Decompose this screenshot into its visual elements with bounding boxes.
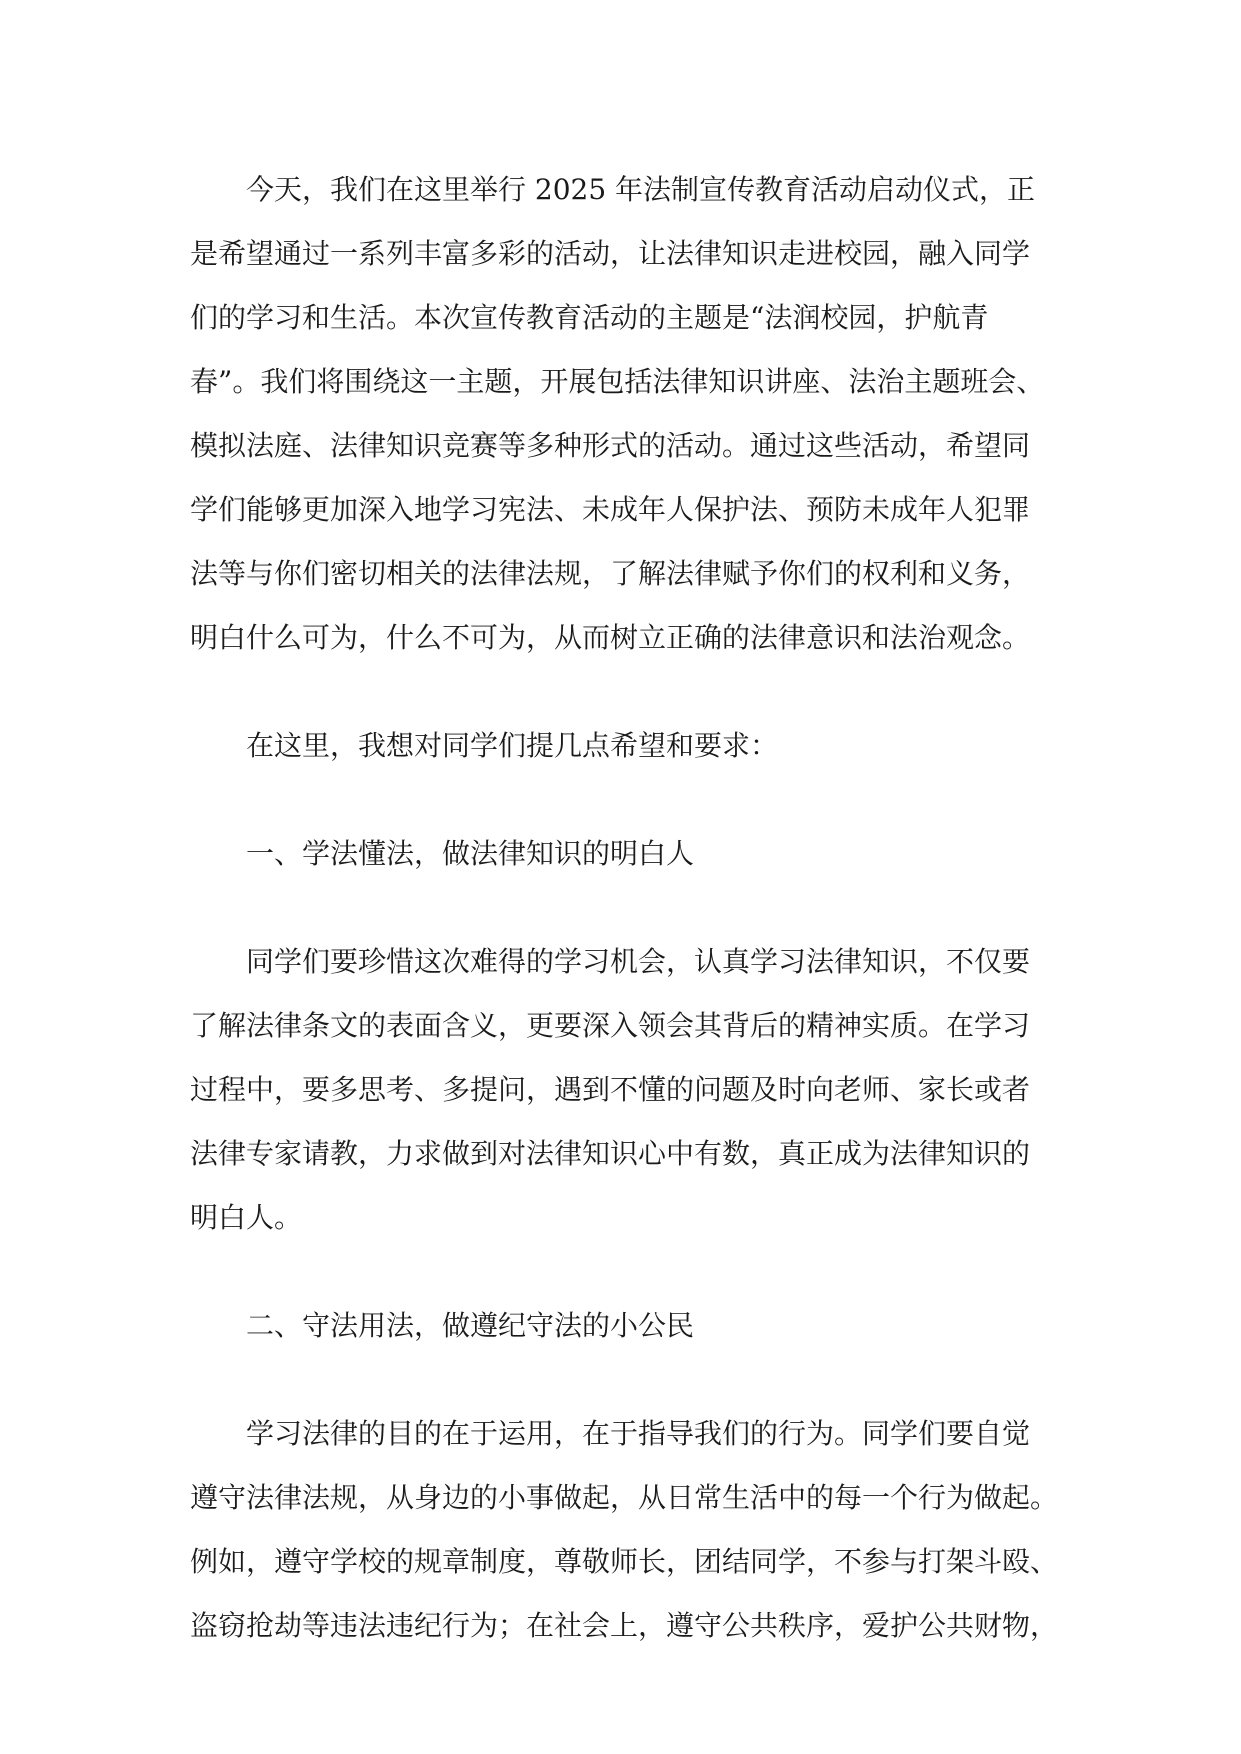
text-line: 法等与你们密切相关的法律法规，了解法律赋予你们的权利和义务，: [190, 557, 1031, 590]
text-line: 明白什么可为，什么不可为，从而树立正确的法律意识和法治观念。: [190, 621, 1031, 654]
text-line: 同学们要珍惜这次难得的学习机会，认真学习法律知识，不仅要: [246, 945, 1031, 978]
paragraph-obey-law: [190, 1402, 1070, 1658]
text-line: 盗窃抢劫等违法违纪行为；在社会上，遵守公共秩序，爱护公共财物，: [190, 1609, 1059, 1642]
text-line: 模拟法庭、法律知识竞赛等多种形式的活动。通过这些活动，希望同: [190, 429, 1031, 462]
section-heading-2: [190, 1294, 1070, 1358]
paragraph-intro-requirements: [190, 714, 1070, 778]
heading-line: 一、学法懂法，做法律知识的明白人: [246, 837, 695, 870]
text-line: 过程中，要多思考、多提问，遇到不懂的问题及时向老师、家长或者: [190, 1073, 1031, 1106]
section-heading-1: [190, 822, 1070, 886]
document-body: [190, 158, 1070, 1658]
text-line: 遵守法律法规，从身边的小事做起，从日常生活中的每一个行为做起。: [190, 1481, 1059, 1514]
paragraph-gap: [190, 1250, 1070, 1294]
text-line: 是希望通过一系列丰富多彩的活动，让法律知识走进校园，融入同学: [190, 237, 1031, 270]
paragraph-gap: [190, 1358, 1070, 1402]
text-line: 今天，我们在这里举行 2025 年法制宣传教育活动启动仪式，正: [246, 173, 1036, 206]
text-line: 学习法律的目的在于运用，在于指导我们的行为。同学们要自觉: [246, 1417, 1031, 1450]
text-line: 法律专家请教，力求做到对法律知识心中有数，真正成为法律知识的: [190, 1137, 1031, 1170]
paragraph-study-law: [190, 930, 1070, 1250]
text-line: 们的学习和生活。本次宣传教育活动的主题是“法润校园，护航青: [190, 301, 989, 334]
paragraph-gap: [190, 886, 1070, 930]
paragraph-gap: [190, 670, 1070, 714]
text-line: 了解法律条文的表面含义，更要深入领会其背后的精神实质。在学习: [190, 1009, 1031, 1042]
text-line: 学们能够更加深入地学习宪法、未成年人保护法、预防未成年人犯罪: [190, 493, 1031, 526]
text-line: 例如，遵守学校的规章制度，尊敬师长，团结同学，不参与打架斗殴、: [190, 1545, 1059, 1578]
heading-line: 二、守法用法，做遵纪守法的小公民: [246, 1309, 695, 1342]
text-line: 明白人。: [190, 1201, 303, 1234]
paragraph-opening: [190, 158, 1070, 670]
text-line: 在这里，我想对同学们提几点希望和要求：: [246, 729, 779, 762]
text-line: 春”。我们将围绕这一主题，开展包括法律知识讲座、法治主题班会、: [190, 365, 1045, 398]
paragraph-gap: [190, 778, 1070, 822]
